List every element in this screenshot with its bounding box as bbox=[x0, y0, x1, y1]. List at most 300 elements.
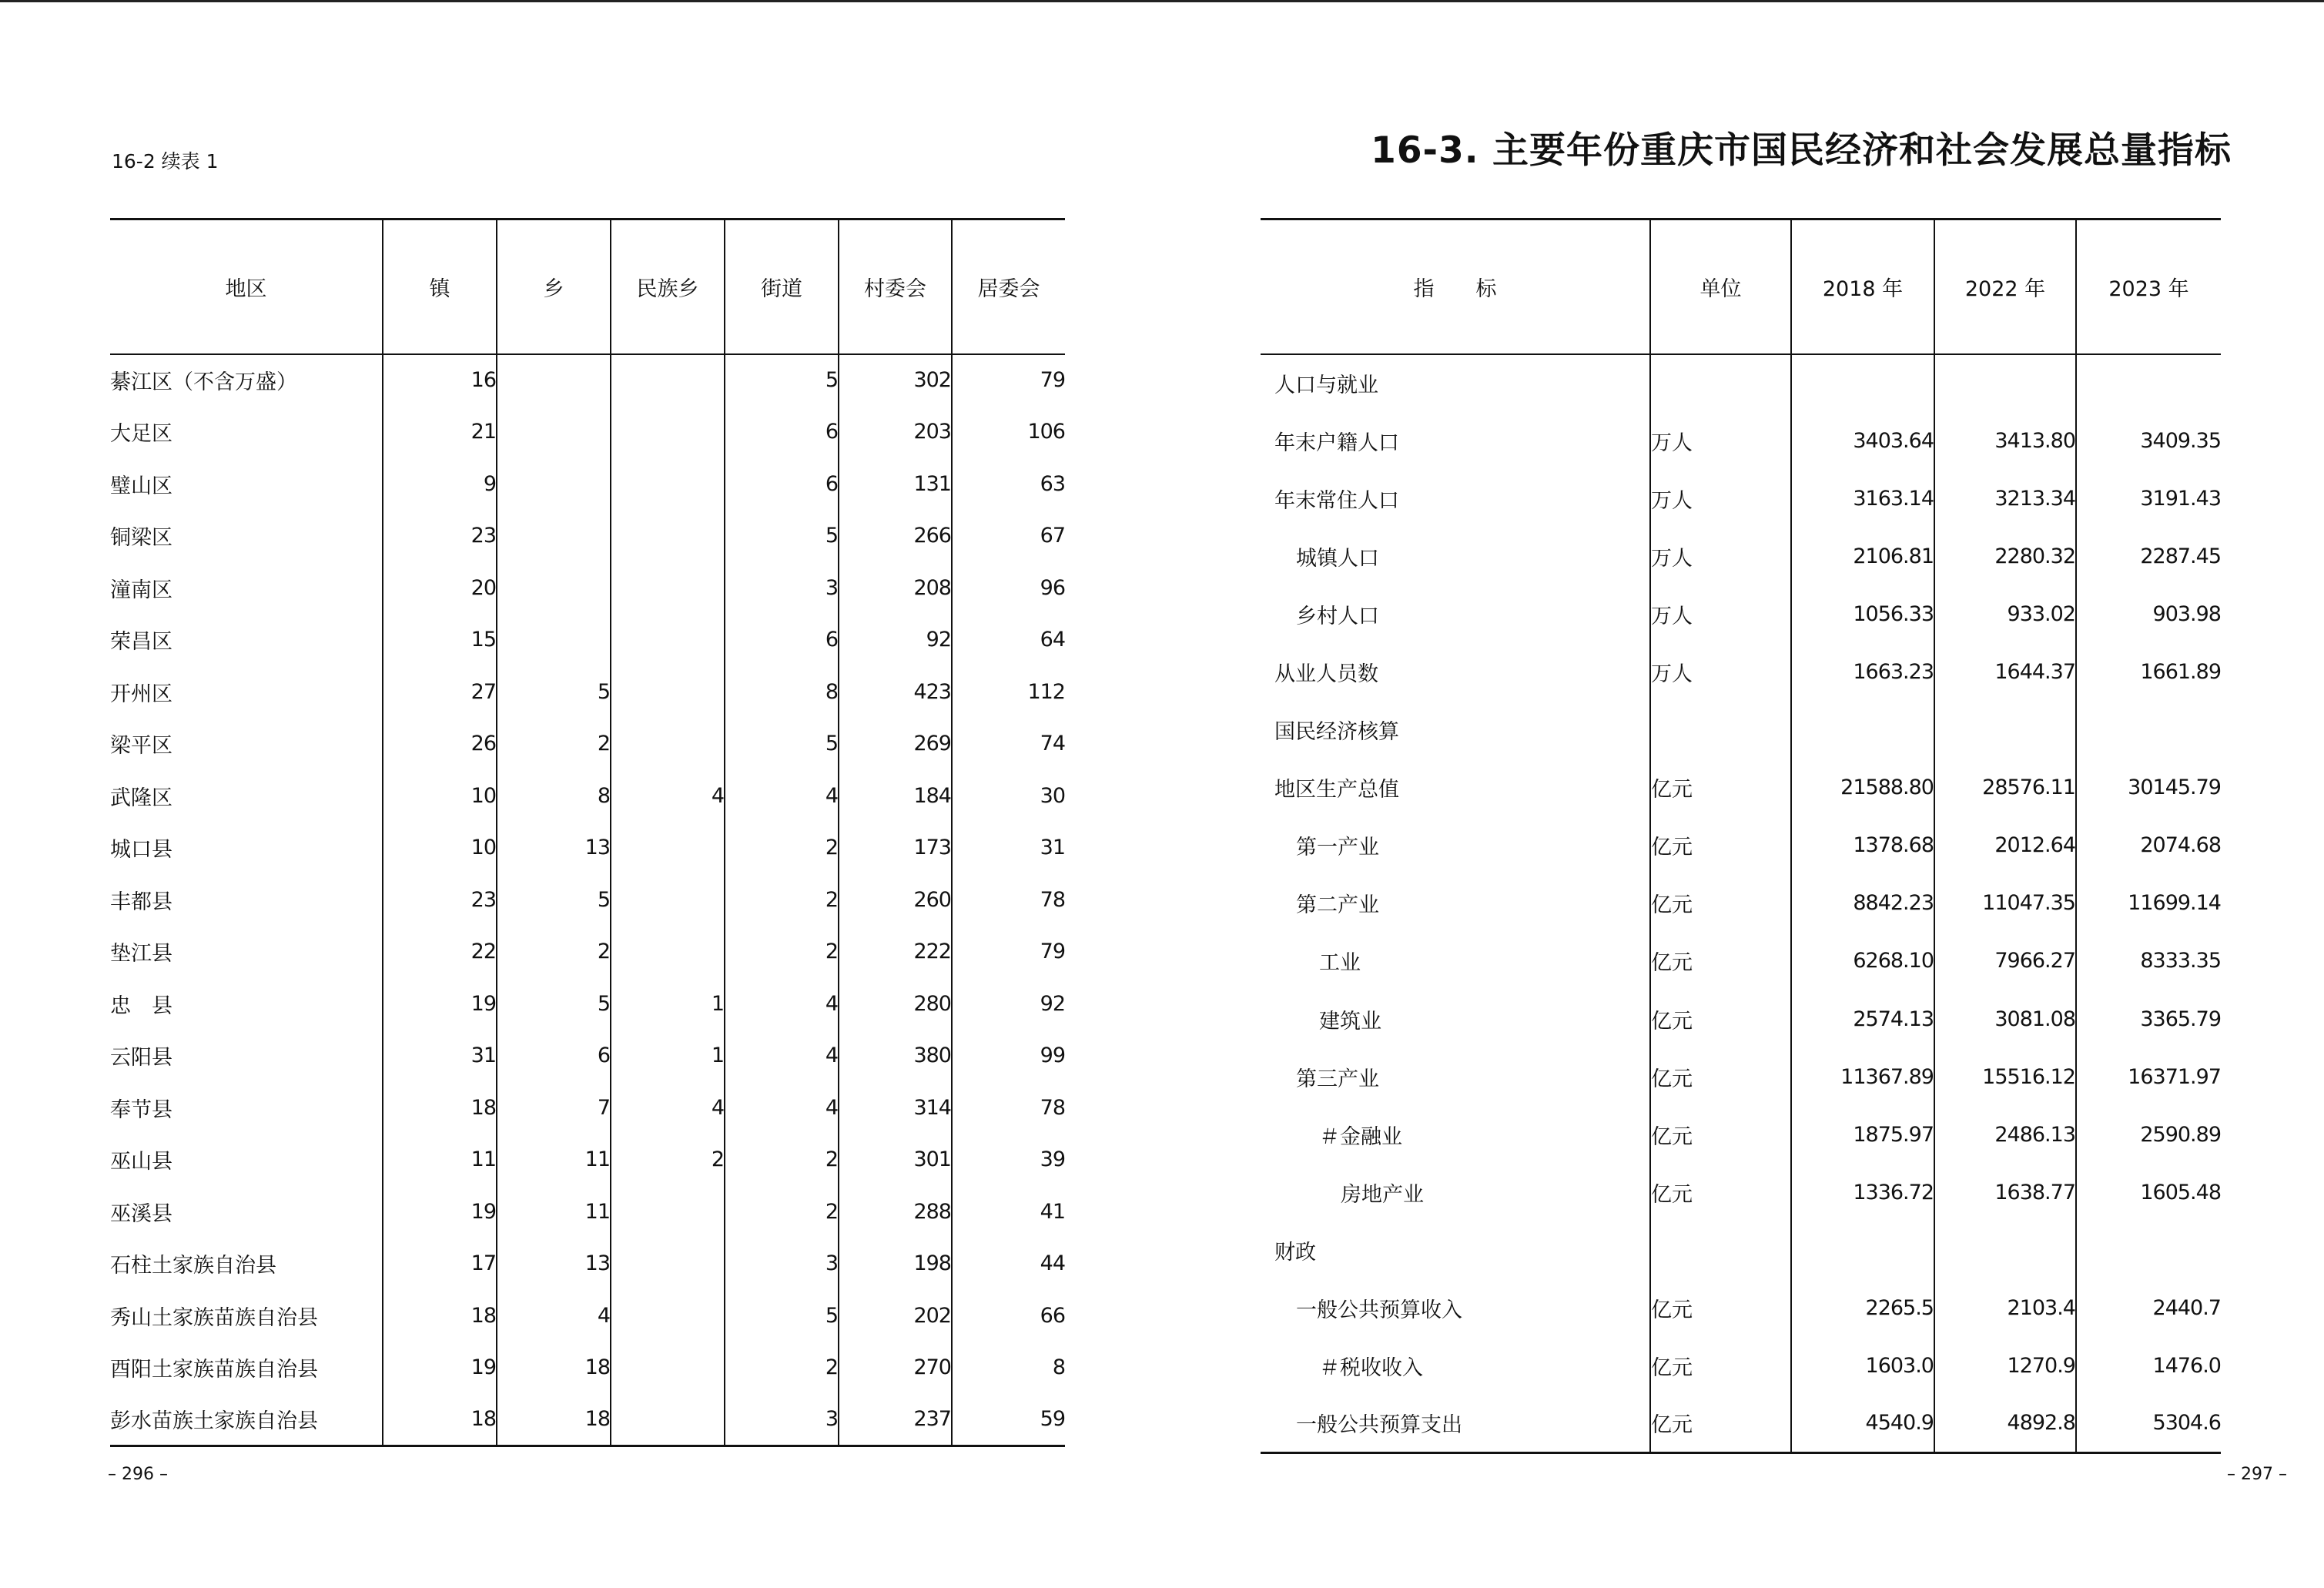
unit-cell: 亿元 bbox=[1650, 1164, 1791, 1221]
value-cell: 11047.35 bbox=[1934, 874, 2076, 932]
page-number: – 296 – bbox=[108, 1465, 168, 1484]
table-row bbox=[110, 1290, 1065, 1342]
value-cell: 2 bbox=[725, 926, 839, 978]
value-cell: 5 bbox=[497, 978, 611, 1030]
value-cell: 260 bbox=[839, 874, 952, 926]
value-cell: 11 bbox=[497, 1134, 611, 1186]
value-cell: 1270.9 bbox=[1934, 1337, 2076, 1395]
indicator-name-cell: 地区生产总值 bbox=[1274, 778, 1399, 802]
unit-cell bbox=[1650, 701, 1791, 759]
value-cell: 7 bbox=[497, 1082, 611, 1134]
value-cell bbox=[2076, 1221, 2221, 1279]
region-name-cell: 彭水苗族土家族自治县 bbox=[110, 1394, 383, 1446]
value-cell: 3163.14 bbox=[1791, 470, 1934, 528]
value-cell: 8 bbox=[952, 1342, 1065, 1394]
unit-cell bbox=[1650, 1221, 1791, 1279]
value-cell: 59 bbox=[952, 1394, 1065, 1446]
value-cell: 11 bbox=[497, 1186, 611, 1238]
value-cell: 4 bbox=[725, 770, 839, 822]
column-header: 单位 bbox=[1650, 219, 1791, 354]
value-cell: 4 bbox=[611, 1082, 725, 1134]
value-cell: 18 bbox=[383, 1394, 497, 1446]
table-row bbox=[110, 1186, 1065, 1238]
value-cell: 4 bbox=[497, 1290, 611, 1342]
value-cell: 2590.89 bbox=[2076, 1106, 2221, 1164]
unit-cell: 亿元 bbox=[1650, 1106, 1791, 1164]
value-cell: 280 bbox=[839, 978, 952, 1030]
indicator-name-cell: 一般公共预算收入 bbox=[1296, 1298, 1462, 1323]
value-cell: 2486.13 bbox=[1934, 1106, 2076, 1164]
value-cell: 237 bbox=[839, 1394, 952, 1446]
value-cell: 7966.27 bbox=[1934, 932, 2076, 990]
value-cell: 1638.77 bbox=[1934, 1164, 2076, 1221]
value-cell: 78 bbox=[952, 874, 1065, 926]
value-cell bbox=[497, 406, 611, 458]
value-cell: 3 bbox=[725, 1238, 839, 1290]
value-cell bbox=[611, 874, 725, 926]
value-cell: 44 bbox=[952, 1238, 1065, 1290]
table-row bbox=[1261, 1279, 2221, 1337]
unit-cell: 万人 bbox=[1650, 643, 1791, 701]
value-cell bbox=[611, 354, 725, 407]
value-cell: 2074.68 bbox=[2076, 816, 2221, 874]
value-cell bbox=[611, 718, 725, 770]
table-row bbox=[110, 1134, 1065, 1186]
value-cell: 8333.35 bbox=[2076, 932, 2221, 990]
table-row bbox=[1261, 528, 2221, 585]
unit-cell: 亿元 bbox=[1650, 932, 1791, 990]
table-row bbox=[1261, 585, 2221, 643]
column-header: 民族乡 bbox=[611, 219, 725, 354]
unit-cell: 亿元 bbox=[1650, 759, 1791, 816]
indicator-name-cell: ＃金融业 bbox=[1319, 1124, 1402, 1149]
unit-cell: 万人 bbox=[1650, 528, 1791, 585]
value-cell: 4 bbox=[611, 770, 725, 822]
table-row bbox=[110, 562, 1065, 615]
value-cell: 6 bbox=[725, 458, 839, 511]
table-row bbox=[110, 874, 1065, 926]
value-cell: 21588.80 bbox=[1791, 759, 1934, 816]
value-cell bbox=[611, 1186, 725, 1238]
value-cell: 106 bbox=[952, 406, 1065, 458]
table-row bbox=[110, 822, 1065, 874]
value-cell: 423 bbox=[839, 666, 952, 719]
value-cell: 3213.34 bbox=[1934, 470, 2076, 528]
page-title: 16-3. 主要年份重庆市国民经济和社会发展总量指标 bbox=[1371, 129, 2232, 172]
value-cell: 1875.97 bbox=[1791, 1106, 1934, 1164]
value-cell: 1336.72 bbox=[1791, 1164, 1934, 1221]
value-cell bbox=[611, 666, 725, 719]
table-row bbox=[110, 406, 1065, 458]
value-cell: 10 bbox=[383, 822, 497, 874]
value-cell: 288 bbox=[839, 1186, 952, 1238]
column-header: 地区 bbox=[110, 219, 383, 354]
unit-cell: 亿元 bbox=[1650, 1048, 1791, 1106]
value-cell: 8 bbox=[497, 770, 611, 822]
value-cell: 112 bbox=[952, 666, 1065, 719]
region-name-cell: 石柱土家族自治县 bbox=[110, 1254, 276, 1278]
value-cell bbox=[611, 1342, 725, 1394]
value-cell bbox=[497, 562, 611, 615]
value-cell: 5 bbox=[725, 1290, 839, 1342]
value-cell bbox=[611, 822, 725, 874]
table-row bbox=[110, 978, 1065, 1030]
value-cell: 3081.08 bbox=[1934, 990, 2076, 1048]
value-cell: 3365.79 bbox=[2076, 990, 2221, 1048]
value-cell bbox=[497, 354, 611, 407]
value-cell: 3413.80 bbox=[1934, 412, 2076, 470]
table-row bbox=[110, 1342, 1065, 1394]
region-name-cell: 奉节县 bbox=[110, 1097, 172, 1122]
page-number: – 297 – bbox=[2227, 1465, 2287, 1484]
region-name-cell: 丰都县 bbox=[110, 889, 172, 914]
value-cell: 66 bbox=[952, 1290, 1065, 1342]
value-cell: 17 bbox=[383, 1238, 497, 1290]
unit-cell bbox=[1650, 354, 1791, 412]
value-cell: 6 bbox=[725, 614, 839, 666]
value-cell bbox=[2076, 701, 2221, 759]
value-cell: 23 bbox=[383, 510, 497, 562]
right-page bbox=[1162, 0, 2324, 1588]
table-row bbox=[1261, 701, 2221, 759]
value-cell: 2265.5 bbox=[1791, 1279, 1934, 1337]
value-cell: 30145.79 bbox=[2076, 759, 2221, 816]
value-cell: 314 bbox=[839, 1082, 952, 1134]
region-name-cell: 开州区 bbox=[110, 682, 172, 706]
value-cell: 131 bbox=[839, 458, 952, 511]
table-row bbox=[110, 1030, 1065, 1082]
value-cell: 5 bbox=[725, 510, 839, 562]
table-row bbox=[1261, 470, 2221, 528]
value-cell: 202 bbox=[839, 1290, 952, 1342]
value-cell: 1 bbox=[611, 1030, 725, 1082]
value-cell bbox=[497, 458, 611, 511]
value-cell: 4 bbox=[725, 1030, 839, 1082]
table-row bbox=[1261, 816, 2221, 874]
table-row bbox=[1261, 759, 2221, 816]
indicator-table bbox=[1261, 218, 2221, 1454]
indicator-name-cell: 房地产业 bbox=[1341, 1182, 1424, 1207]
value-cell: 4892.8 bbox=[1934, 1395, 2076, 1452]
value-cell: 5 bbox=[725, 354, 839, 407]
region-name-cell: 巫山县 bbox=[110, 1150, 172, 1174]
value-cell bbox=[1934, 701, 2076, 759]
value-cell bbox=[1934, 354, 2076, 412]
value-cell: 9 bbox=[383, 458, 497, 511]
table-row bbox=[1261, 874, 2221, 932]
value-cell: 39 bbox=[952, 1134, 1065, 1186]
value-cell: 28576.11 bbox=[1934, 759, 2076, 816]
value-cell: 15516.12 bbox=[1934, 1048, 2076, 1106]
value-cell: 266 bbox=[839, 510, 952, 562]
value-cell: 3409.35 bbox=[2076, 412, 2221, 470]
value-cell: 23 bbox=[383, 874, 497, 926]
value-cell bbox=[611, 458, 725, 511]
region-name-cell: 武隆区 bbox=[110, 786, 172, 810]
value-cell bbox=[1934, 1221, 2076, 1279]
unit-cell: 亿元 bbox=[1650, 990, 1791, 1048]
table-row bbox=[110, 614, 1065, 666]
value-cell: 2103.4 bbox=[1934, 1279, 2076, 1337]
value-cell: 3191.43 bbox=[2076, 470, 2221, 528]
value-cell: 5304.6 bbox=[2076, 1395, 2221, 1452]
value-cell: 208 bbox=[839, 562, 952, 615]
indicator-name-cell: 人口与就业 bbox=[1274, 374, 1378, 398]
value-cell: 1605.48 bbox=[2076, 1164, 2221, 1221]
table-row bbox=[1261, 1395, 2221, 1452]
value-cell: 4540.9 bbox=[1791, 1395, 1934, 1452]
value-cell: 8 bbox=[725, 666, 839, 719]
value-cell bbox=[611, 926, 725, 978]
value-cell: 22 bbox=[383, 926, 497, 978]
value-cell: 198 bbox=[839, 1238, 952, 1290]
value-cell: 1 bbox=[611, 978, 725, 1030]
value-cell: 64 bbox=[952, 614, 1065, 666]
indicator-name-cell: 第二产业 bbox=[1296, 893, 1379, 918]
unit-cell: 亿元 bbox=[1650, 874, 1791, 932]
indicator-name-cell: 乡村人口 bbox=[1296, 604, 1379, 628]
value-cell: 3 bbox=[725, 1394, 839, 1446]
unit-cell: 亿元 bbox=[1650, 1337, 1791, 1395]
table-row bbox=[110, 770, 1065, 822]
value-cell bbox=[2076, 354, 2221, 412]
table-row bbox=[110, 458, 1065, 511]
table-header-row bbox=[1261, 219, 2221, 354]
value-cell: 18 bbox=[383, 1082, 497, 1134]
region-name-cell: 酉阳土家族苗族自治县 bbox=[110, 1358, 318, 1382]
column-header: 2023 年 bbox=[2076, 219, 2221, 354]
value-cell: 6268.10 bbox=[1791, 932, 1934, 990]
table-row bbox=[1261, 1048, 2221, 1106]
value-cell: 2 bbox=[725, 874, 839, 926]
indicator-name-cell: 第一产业 bbox=[1296, 836, 1379, 860]
value-cell: 1661.89 bbox=[2076, 643, 2221, 701]
value-cell: 8842.23 bbox=[1791, 874, 1934, 932]
indicator-name-cell: 第三产业 bbox=[1296, 1067, 1379, 1091]
region-name-cell: 荣昌区 bbox=[110, 630, 172, 655]
region-name-cell: 铜梁区 bbox=[110, 526, 172, 551]
value-cell: 2 bbox=[497, 926, 611, 978]
value-cell bbox=[611, 1238, 725, 1290]
region-name-cell: 潼南区 bbox=[110, 578, 172, 602]
indicator-name-cell: 从业人员数 bbox=[1274, 662, 1378, 687]
table-row bbox=[1261, 354, 2221, 412]
value-cell: 96 bbox=[952, 562, 1065, 615]
region-name-cell: 垫江县 bbox=[110, 942, 172, 967]
value-cell: 16371.97 bbox=[2076, 1048, 2221, 1106]
value-cell: 2574.13 bbox=[1791, 990, 1934, 1048]
value-cell: 11367.89 bbox=[1791, 1048, 1934, 1106]
value-cell: 19 bbox=[383, 1342, 497, 1394]
value-cell: 79 bbox=[952, 354, 1065, 407]
value-cell: 3403.64 bbox=[1791, 412, 1934, 470]
value-cell bbox=[497, 614, 611, 666]
value-cell: 2 bbox=[497, 718, 611, 770]
region-name-cell: 城口县 bbox=[110, 838, 172, 863]
indicator-name-cell: 一般公共预算支出 bbox=[1261, 1395, 1650, 1452]
value-cell: 2106.81 bbox=[1791, 528, 1934, 585]
column-header: 乡 bbox=[497, 219, 611, 354]
value-cell: 26 bbox=[383, 718, 497, 770]
value-cell: 2 bbox=[725, 822, 839, 874]
value-cell bbox=[497, 510, 611, 562]
table-row bbox=[110, 926, 1065, 978]
value-cell: 41 bbox=[952, 1186, 1065, 1238]
value-cell: 269 bbox=[839, 718, 952, 770]
value-cell: 18 bbox=[383, 1290, 497, 1342]
value-cell bbox=[611, 1290, 725, 1342]
table-row bbox=[1261, 412, 2221, 470]
region-name-cell: 梁平区 bbox=[110, 734, 172, 759]
value-cell: 1056.33 bbox=[1791, 585, 1934, 643]
value-cell: 6 bbox=[497, 1030, 611, 1082]
value-cell: 6 bbox=[725, 406, 839, 458]
value-cell: 10 bbox=[383, 770, 497, 822]
value-cell bbox=[611, 510, 725, 562]
column-header: 2018 年 bbox=[1791, 219, 1934, 354]
value-cell: 92 bbox=[952, 978, 1065, 1030]
region-name-cell: 云阳县 bbox=[110, 1046, 172, 1070]
table-row bbox=[1261, 1337, 2221, 1395]
value-cell: 15 bbox=[383, 614, 497, 666]
value-cell: 11699.14 bbox=[2076, 874, 2221, 932]
value-cell: 2012.64 bbox=[1934, 816, 2076, 874]
value-cell: 2 bbox=[725, 1186, 839, 1238]
value-cell: 5 bbox=[497, 874, 611, 926]
value-cell: 27 bbox=[383, 666, 497, 719]
value-cell: 19 bbox=[383, 978, 497, 1030]
unit-cell: 万人 bbox=[1650, 412, 1791, 470]
value-cell: 30 bbox=[952, 770, 1065, 822]
indicator-name-cell: 建筑业 bbox=[1319, 1009, 1381, 1034]
value-cell: 13 bbox=[497, 822, 611, 874]
indicator-name-cell: ＃税收收入 bbox=[1319, 1356, 1423, 1381]
value-cell bbox=[1791, 701, 1934, 759]
value-cell: 2 bbox=[725, 1342, 839, 1394]
value-cell: 19 bbox=[383, 1186, 497, 1238]
value-cell: 2280.32 bbox=[1934, 528, 2076, 585]
table-row bbox=[110, 666, 1065, 719]
value-cell: 99 bbox=[952, 1030, 1065, 1082]
value-cell: 1378.68 bbox=[1791, 816, 1934, 874]
value-cell bbox=[611, 406, 725, 458]
value-cell: 5 bbox=[725, 718, 839, 770]
value-cell bbox=[1791, 354, 1934, 412]
value-cell: 2 bbox=[725, 1134, 839, 1186]
region-name-cell: 璧山区 bbox=[110, 474, 172, 498]
value-cell: 5 bbox=[497, 666, 611, 719]
value-cell: 933.02 bbox=[1934, 585, 2076, 643]
indicator-name-cell: 国民经济核算 bbox=[1274, 720, 1399, 745]
table-row bbox=[110, 1238, 1065, 1290]
value-cell: 1603.0 bbox=[1791, 1337, 1934, 1395]
table-row bbox=[1261, 990, 2221, 1048]
value-cell: 31 bbox=[383, 1030, 497, 1082]
region-name-cell: 巫溪县 bbox=[110, 1201, 172, 1226]
value-cell: 380 bbox=[839, 1030, 952, 1082]
value-cell: 21 bbox=[383, 406, 497, 458]
value-cell: 18 bbox=[497, 1394, 611, 1446]
value-cell: 2 bbox=[611, 1134, 725, 1186]
table-row bbox=[110, 354, 1065, 407]
table-row bbox=[1261, 1106, 2221, 1164]
region-name-cell: 大足区 bbox=[110, 422, 172, 447]
value-cell: 2440.7 bbox=[2076, 1279, 2221, 1337]
value-cell: 301 bbox=[839, 1134, 952, 1186]
column-header: 村委会 bbox=[839, 219, 952, 354]
value-cell bbox=[611, 614, 725, 666]
indicator-name-cell: 工业 bbox=[1319, 951, 1361, 976]
value-cell: 222 bbox=[839, 926, 952, 978]
unit-cell: 亿元 bbox=[1650, 1395, 1791, 1452]
value-cell: 203 bbox=[839, 406, 952, 458]
column-header: 居委会 bbox=[952, 219, 1065, 354]
table-row bbox=[1261, 932, 2221, 990]
indicator-name-cell: 年末常住人口 bbox=[1274, 488, 1399, 513]
value-cell: 78 bbox=[952, 1082, 1065, 1134]
table-row bbox=[1261, 1221, 2221, 1279]
value-cell: 74 bbox=[952, 718, 1065, 770]
value-cell bbox=[1791, 1221, 1934, 1279]
table-header-row bbox=[110, 219, 1065, 354]
value-cell: 92 bbox=[839, 614, 952, 666]
value-cell: 4 bbox=[725, 978, 839, 1030]
value-cell: 302 bbox=[839, 354, 952, 407]
continuation-label: 16-2 续表 1 bbox=[112, 150, 219, 173]
table-row bbox=[110, 510, 1065, 562]
value-cell: 63 bbox=[952, 458, 1065, 511]
value-cell: 13 bbox=[497, 1238, 611, 1290]
column-header: 街道 bbox=[725, 219, 839, 354]
value-cell: 2287.45 bbox=[2076, 528, 2221, 585]
value-cell: 1476.0 bbox=[2076, 1337, 2221, 1395]
value-cell: 79 bbox=[952, 926, 1065, 978]
value-cell: 184 bbox=[839, 770, 952, 822]
value-cell bbox=[611, 1394, 725, 1446]
region-name-cell: 忠 县 bbox=[110, 993, 172, 1018]
indicator-name-cell: 年末户籍人口 bbox=[1274, 431, 1399, 455]
table-row bbox=[110, 1394, 1065, 1446]
value-cell: 270 bbox=[839, 1342, 952, 1394]
value-cell: 903.98 bbox=[2076, 585, 2221, 643]
region-name-cell: 秀山土家族苗族自治县 bbox=[110, 1305, 318, 1330]
column-header: 镇 bbox=[383, 219, 497, 354]
value-cell: 4 bbox=[725, 1082, 839, 1134]
value-cell: 3 bbox=[725, 562, 839, 615]
table-row bbox=[110, 1082, 1065, 1134]
column-header: 指 标 bbox=[1261, 219, 1650, 354]
value-cell: 20 bbox=[383, 562, 497, 615]
column-header: 2022 年 bbox=[1934, 219, 2076, 354]
value-cell: 1644.37 bbox=[1934, 643, 2076, 701]
value-cell: 1663.23 bbox=[1791, 643, 1934, 701]
value-cell: 173 bbox=[839, 822, 952, 874]
table-row bbox=[1261, 643, 2221, 701]
unit-cell: 亿元 bbox=[1650, 1279, 1791, 1337]
township-table bbox=[110, 218, 1065, 1447]
unit-cell: 亿元 bbox=[1650, 816, 1791, 874]
unit-cell: 万人 bbox=[1650, 585, 1791, 643]
table-row bbox=[110, 718, 1065, 770]
value-cell: 31 bbox=[952, 822, 1065, 874]
value-cell: 16 bbox=[383, 354, 497, 407]
value-cell: 11 bbox=[383, 1134, 497, 1186]
region-name-cell: 綦江区（不含万盛） bbox=[110, 370, 297, 395]
value-cell: 18 bbox=[497, 1342, 611, 1394]
value-cell: 67 bbox=[952, 510, 1065, 562]
unit-cell: 万人 bbox=[1650, 470, 1791, 528]
indicator-name-cell: 城镇人口 bbox=[1296, 546, 1379, 571]
